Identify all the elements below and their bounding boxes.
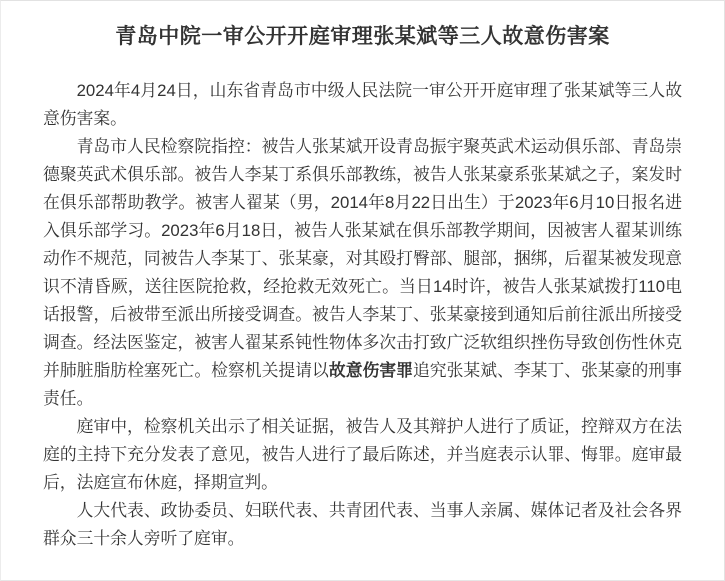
paragraph-trial: 庭审中，检察机关出示了相关证据，被告人及其辩护人进行了质证，控辩双方在法庭的主持下充分发表了意见，被告人进行了最后陈述，并当庭表示认罪、悔罪。庭审最后，法庭宣布休庭，择期宣判。: [43, 417, 682, 493]
indictment-text-after: 追究张某斌、李某丁、张某豪的刑事责任。: [43, 361, 682, 409]
indictment-text-before: 青岛市人民检察院指控：被告人张某斌开设青岛振宇聚英武术运动俱乐部、青岛崇德聚英武术俱乐部。被告人李某丁系俱乐部教练，被告人张某豪系张某斌之子，案发时在俱乐部帮助教学。被害人翟某（男，2014年8月22日出生）于2023年6月10日报名进入俱乐部学习。2023年6月18日，被告人张某斌在俱乐部教学期间，因被害人翟某训练动作不规范，同被告人李某丁、张某豪，对其殴打臀部、腿部，捆绑，后翟某被发现意识不清昏厥，送往医院抢救，经抢救无效死亡。当日14时许，被告人张某斌拨打110电话报警，后被带至派出所接受调查。被告人李某丁、张某豪接到通知后前往派出所接受调查。经法医鉴定，被害人翟某系钝性物体多次击打致广泛软组织挫伤导致创伤性休克并肺脏脂肪栓塞死亡。检察机关提请以: [43, 137, 682, 381]
paragraph-indictment: [43, 133, 682, 413]
paragraph-observers: 人大代表、政协委员、妇联代表、共青团代表、当事人亲属、媒体记者及社会各界群众三十余人旁听了庭审。: [43, 501, 682, 549]
article-content: [1, 1, 724, 553]
charge-name-bold: 故意伤害罪: [328, 361, 413, 381]
paragraph-intro: 2024年4月24日，山东省青岛市中级人民法院一审公开开庭审理了张某斌等三人故意伤害案。: [43, 81, 682, 129]
article-title: 青岛中院一审公开开庭审理张某斌等三人故意伤害案: [115, 25, 610, 48]
article-body: [43, 77, 682, 553]
